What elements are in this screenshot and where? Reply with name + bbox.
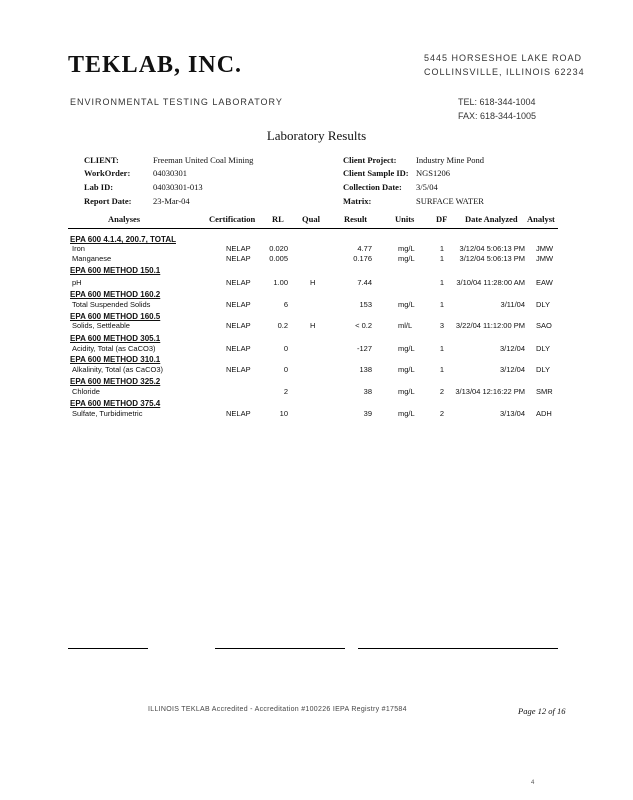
method-heading: EPA 600 METHOD 325.2: [70, 377, 161, 386]
cell-result: < 0.2: [355, 321, 372, 330]
col-units: Units: [395, 214, 415, 224]
method-heading: EPA 600 METHOD 310.1: [70, 355, 161, 364]
col-certification: Certification: [209, 214, 256, 224]
footer-rule-mid: [215, 648, 345, 649]
cell-units: mg/L: [398, 254, 415, 263]
footer-rule-left: [68, 648, 148, 649]
cell-date-analyzed: 3/12/04: [499, 344, 525, 353]
cell-analyst: DLY: [536, 344, 551, 353]
cell-certification: NELAP: [226, 321, 251, 330]
cell-df: 1: [439, 344, 444, 353]
col-df: DF: [436, 214, 448, 224]
col-analyses: Analyses: [108, 214, 141, 224]
method-heading: EPA 600 4.1.4, 200.7, TOTAL: [70, 235, 176, 244]
cell-result: 153: [359, 300, 372, 309]
cell-rl: 0: [283, 344, 288, 353]
cell-units: mg/L: [398, 365, 415, 374]
method-heading: EPA 600 METHOD 150.1: [70, 266, 161, 275]
cell-certification: NELAP: [226, 344, 251, 353]
labid-value: 04030301-013: [153, 182, 203, 192]
client-label: CLIENT:: [84, 155, 119, 165]
cell-certification: NELAP: [226, 278, 251, 287]
cell-rl: 0.005: [269, 254, 288, 263]
cell-analyst: SAO: [536, 321, 552, 330]
cell-date-analyzed: 3/11/04: [500, 300, 525, 309]
report-title: Laboratory Results: [266, 128, 367, 143]
col-qual: Qual: [302, 214, 320, 224]
colldate-label: Collection Date:: [343, 182, 402, 192]
cell-certification: NELAP: [226, 409, 251, 418]
labid-label: Lab ID:: [84, 182, 114, 192]
cell-certification: NELAP: [226, 300, 251, 309]
workorder-label: WorkOrder:: [84, 168, 131, 178]
cell-analyte: Sulfate, Turbidimetric: [72, 409, 143, 418]
cell-analyte: Chloride: [72, 387, 100, 396]
cell-analyte: Manganese: [72, 254, 112, 263]
method-heading: EPA 600 METHOD 160.2: [70, 290, 161, 299]
col-rl: RL: [272, 214, 284, 224]
method-heading: EPA 600 METHOD 375.4: [70, 399, 161, 408]
cell-df: 3: [439, 321, 444, 330]
cell-units: ml/L: [398, 321, 413, 330]
cell-qual: H: [310, 321, 316, 330]
telephone: TEL: 618-344-1004: [458, 97, 536, 107]
cell-rl: 0: [283, 365, 288, 374]
cell-result: -127: [356, 344, 372, 353]
sampleid-value: NGS1206: [416, 168, 451, 178]
sampleid-label: Client Sample ID:: [343, 168, 409, 178]
client-value: Freeman United Coal Mining: [153, 155, 254, 165]
cell-df: 1: [439, 254, 444, 263]
project-value: Industry Mine Pond: [416, 155, 484, 165]
cell-units: mg/L: [398, 409, 415, 418]
cell-rl: 10: [279, 409, 288, 418]
cell-units: mg/L: [398, 344, 415, 353]
cell-df: 1: [439, 300, 444, 309]
cell-analyst: EAW: [536, 278, 553, 287]
cell-date-analyzed: 3/13/04: [499, 409, 525, 418]
cell-result: 7.44: [357, 278, 372, 287]
cell-rl: 6: [283, 300, 288, 309]
cell-rl: 1.00: [273, 278, 288, 287]
company-name: TEKLAB, INC.: [68, 52, 243, 78]
cell-date-analyzed: 3/13/04 12:16:22 PM: [455, 387, 525, 396]
reportdate-value: 23-Mar-04: [153, 196, 190, 206]
cell-rl: 0.020: [269, 244, 288, 253]
project-label: Client Project:: [343, 155, 397, 165]
cell-units: mg/L: [398, 300, 415, 309]
header-rule: [68, 228, 558, 229]
cell-certification: NELAP: [226, 254, 251, 263]
col-result: Result: [344, 214, 368, 224]
cell-qual: H: [310, 278, 316, 287]
cell-rl: 0.2: [277, 321, 288, 330]
cell-result: 39: [363, 409, 372, 418]
cell-analyst: DLY: [536, 300, 551, 309]
footer-rule-right: [358, 648, 558, 649]
cell-result: 4.77: [357, 244, 372, 253]
method-heading: EPA 600 METHOD 305.1: [70, 334, 161, 343]
cell-analyst: JMW: [536, 244, 554, 253]
cell-analyst: ADH: [536, 409, 552, 418]
cell-df: 1: [439, 278, 444, 287]
cell-analyte: Total Suspended Solids: [72, 300, 151, 309]
reportdate-label: Report Date:: [84, 196, 132, 206]
cell-df: 2: [439, 387, 444, 396]
corner-mark: 4: [531, 780, 535, 786]
matrix-label: Matrix:: [343, 196, 372, 206]
address-line-2: COLLINSVILLE, ILLINOIS 62234: [424, 67, 585, 77]
page-number: Page 12 of 16: [518, 706, 566, 716]
cell-analyte: Solids, Settleable: [72, 321, 130, 330]
cell-analyte: Iron: [72, 244, 85, 253]
cell-analyte: Acidity, Total (as CaCO3): [72, 344, 156, 353]
address-line-1: 5445 HORSESHOE LAKE ROAD: [424, 53, 583, 63]
cell-analyte: Alkalinity, Total (as CaCO3): [72, 365, 164, 374]
cell-df: 2: [439, 409, 444, 418]
cell-date-analyzed: 3/12/04 5:06:13 PM: [459, 244, 525, 253]
method-heading: EPA 600 METHOD 160.5: [70, 312, 161, 321]
cell-result: 0.176: [353, 254, 372, 263]
cell-analyst: SMR: [536, 387, 553, 396]
cell-date-analyzed: 3/10/04 11:28:00 AM: [456, 278, 525, 287]
cell-date-analyzed: 3/12/04 5:06:13 PM: [459, 254, 525, 263]
cell-analyte: pH: [72, 278, 82, 287]
col-analyst: Analyst: [527, 214, 555, 224]
cell-df: 1: [439, 244, 444, 253]
cell-certification: NELAP: [226, 244, 251, 253]
cell-date-analyzed: 3/22/04 11:12:00 PM: [455, 321, 525, 330]
lab-line: ENVIRONMENTAL TESTING LABORATORY: [70, 97, 283, 107]
matrix-value: SURFACE WATER: [416, 196, 484, 206]
accreditation-footer: ILLINOIS TEKLAB Accredited - Accreditation #100226 IEPA Registry #17584: [148, 706, 407, 713]
cell-certification: NELAP: [226, 365, 251, 374]
cell-date-analyzed: 3/12/04: [499, 365, 525, 374]
colldate-value: 3/5/04: [416, 182, 438, 192]
cell-analyst: DLY: [536, 365, 551, 374]
cell-units: mg/L: [398, 387, 415, 396]
cell-units: mg/L: [398, 244, 415, 253]
cell-analyst: JMW: [536, 254, 554, 263]
cell-df: 1: [439, 365, 444, 374]
cell-rl: 2: [283, 387, 288, 396]
cell-result: 138: [359, 365, 372, 374]
workorder-value: 04030301: [153, 168, 187, 178]
cell-result: 38: [363, 387, 372, 396]
fax: FAX: 618-344-1005: [458, 111, 537, 121]
col-date-analyzed: Date Analyzed: [465, 214, 518, 224]
